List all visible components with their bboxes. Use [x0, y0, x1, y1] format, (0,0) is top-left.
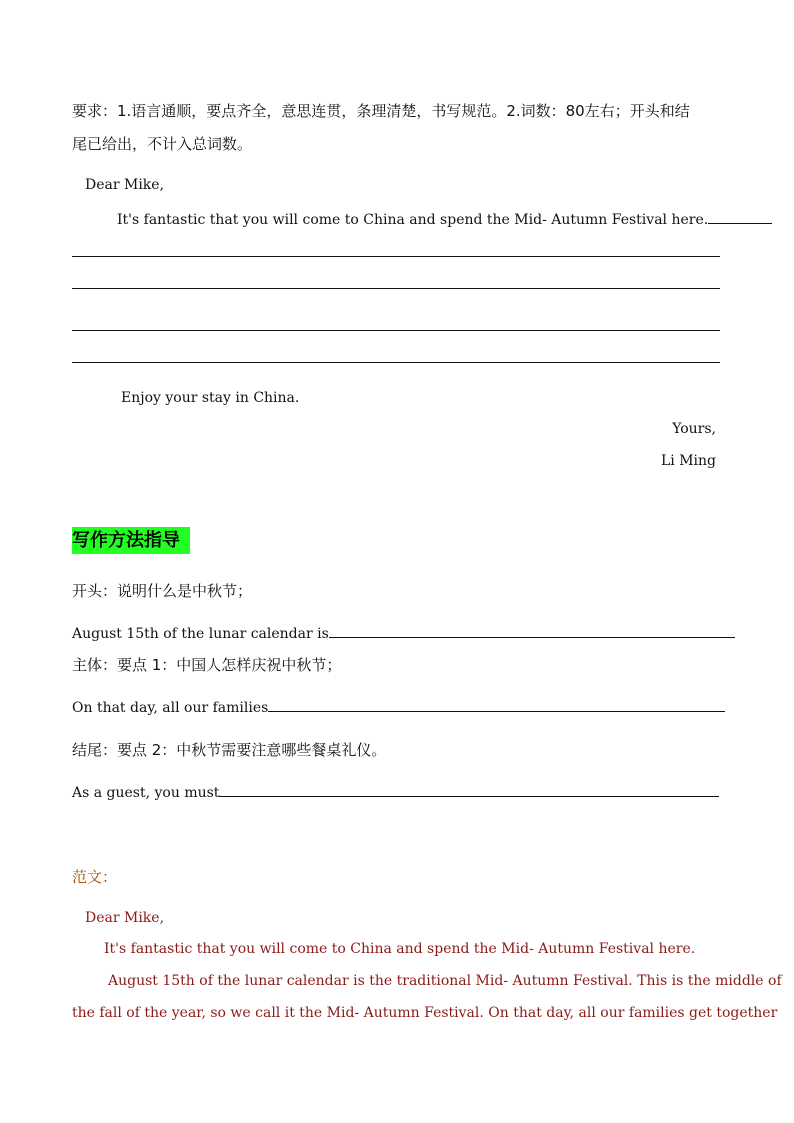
guide-opening-blank[interactable] — [329, 623, 735, 638]
guide-ending-blank[interactable] — [219, 782, 719, 797]
guide-ending-label: 结尾：要点 2：中秋节需要注意哪些餐桌礼仪。 — [72, 741, 387, 759]
letter-opening-blank[interactable] — [708, 209, 772, 224]
letter-salutation: Dear Mike, — [85, 177, 165, 193]
requirements-text: 要求：1.语言通顺，要点齐全，意思连贯，条理清楚，书写规范。2.词数：80左右；开头和结 — [72, 102, 690, 120]
guide-opening-prompt: August 15th of the lunar calendar is — [72, 626, 329, 642]
sample-line-2: August 15th of the lunar calendar is the traditional Mid- Autumn Festival. This is the middle of — [108, 973, 782, 989]
letter-opening-line — [117, 209, 772, 228]
sample-label: 范文： — [72, 868, 118, 886]
writing-line-4[interactable] — [72, 362, 720, 363]
guide-opening-line — [72, 623, 735, 642]
writing-line-1[interactable] — [72, 256, 720, 257]
guide-opening-label: 开头：说明什么是中秋节； — [72, 582, 253, 600]
writing-line-3[interactable] — [72, 330, 720, 331]
guide-body-label: 主体：要点 1：中国人怎样庆祝中秋节； — [72, 656, 342, 674]
guide-ending-prompt: As a guest, you must — [72, 785, 220, 801]
guide-heading: 写作方法指导 — [72, 527, 190, 554]
sample-line-3: the fall of the year, so we call it the Mid- Autumn Festival. On that day, all our families get together — [72, 1005, 778, 1021]
letter-signoff: Yours, — [672, 421, 716, 437]
guide-body-blank[interactable] — [268, 697, 725, 712]
sample-line-1: It's fantastic that you will come to China and spend the Mid- Autumn Festival here. — [104, 941, 696, 957]
letter-signature: Li Ming — [660, 453, 716, 469]
guide-body-prompt: On that day, all our families — [72, 700, 269, 716]
sample-salutation: Dear Mike, — [85, 910, 165, 926]
guide-ending-line — [72, 782, 719, 801]
writing-line-2[interactable] — [72, 288, 720, 289]
requirements-text-continued: 尾已给出，不计入总词数。 — [72, 135, 253, 153]
guide-body-line — [72, 697, 725, 716]
letter-closing-line: Enjoy your stay in China. — [121, 390, 300, 406]
letter-opening-text: It's fantastic that you will come to China and spend the Mid- Autumn Festival here. — [117, 212, 709, 228]
